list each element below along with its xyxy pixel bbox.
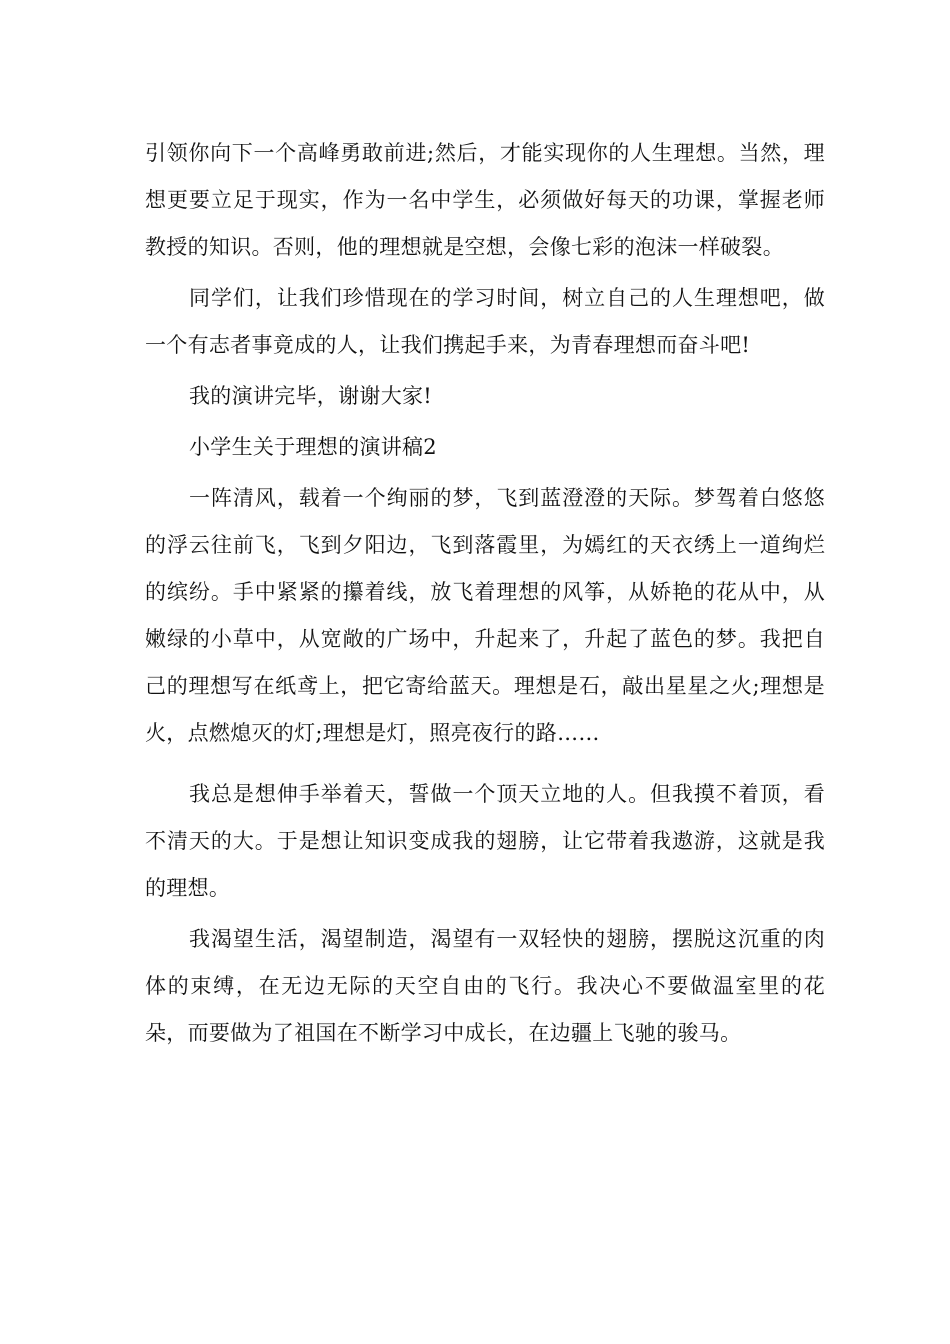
paragraph-dream-kite: 一阵清风，载着一个绚丽的梦，飞到蓝澄澄的天际。梦驾着白悠悠的浮云往前飞，飞到夕阳边，飞到落霞里，为嫣红的天衣绣上一道绚烂的缤纷。手中紧紧的攥着线，放飞着理想的风筝，从娇艳的花从中，从嫩绿的小草中，从宽敞的广场中，升起来了，升起了蓝色的梦。我把自己的理想写在纸鸢上，把它寄给蓝天。理想是石，敲出星星之火;理想是火，点燃熄灭的灯;理想是灯，照亮夜行的路…… (145, 486, 825, 745)
paragraph-closing: 我的演讲完毕，谢谢大家! (189, 384, 433, 408)
section-heading: 小学生关于理想的演讲稿2 (189, 435, 437, 459)
paragraph-longing: 我渴望生活，渴望制造，渴望有一双轻快的翅膀，摆脱这沉重的肉体的束缚，在无边无际的天空自由的飞行。我决心不要做温室里的花朵，而要做为了祖国在不断学习中成长，在边疆上飞驰的骏马。 (145, 927, 825, 1045)
paragraph-reach-sky: 我总是想伸手举着天，誓做一个顶天立地的人。但我摸不着顶，看不清天的大。于是想让知识变成我的翅膀，让它带着我遨游，这就是我的理想。 (145, 782, 825, 900)
document-body (145, 130, 825, 1057)
paragraph-call-to-action: 同学们，让我们珍惜现在的学习时间，树立自己的人生理想吧，做一个有志者事竟成的人，让我们携起手来，为青春理想而奋斗吧! (145, 286, 825, 357)
paragraph-continuation: 引领你向下一个高峰勇敢前进;然后，才能实现你的人生理想。当然，理想更要立足于现实，作为一名中学生，必须做好每天的功课，掌握老师教授的知识。否则，他的理想就是空想，会像七彩的泡沫一样破裂。 (145, 141, 825, 259)
